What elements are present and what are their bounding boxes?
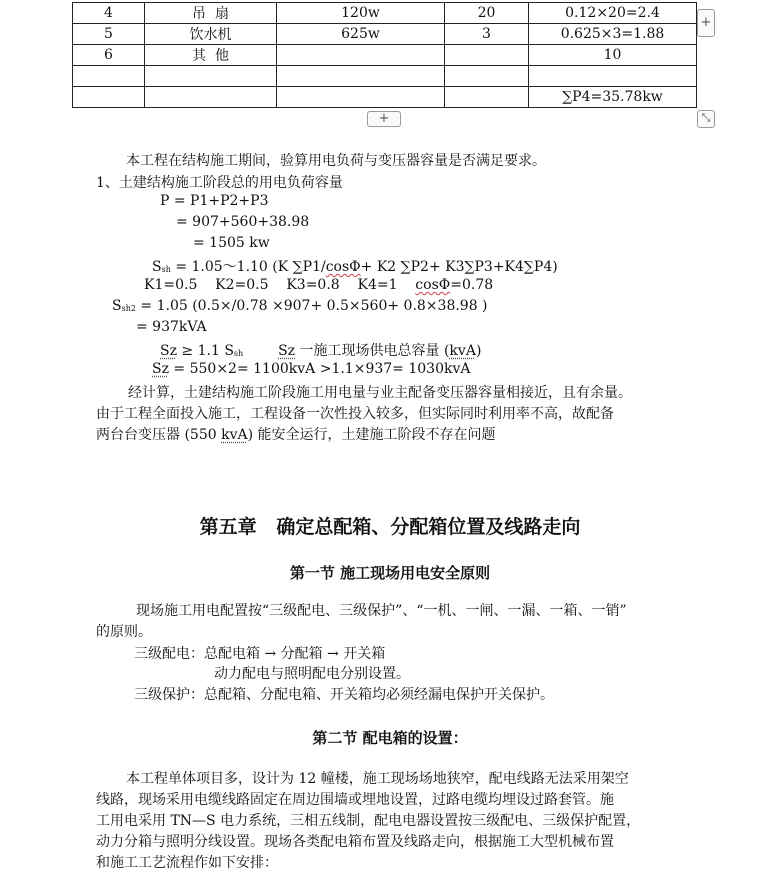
section-1-three-level-protection: 三级保护：总配箱、分配电箱、开关箱均必须经漏电保护开关保护。 xyxy=(134,687,554,703)
ssh2-result: = 937kVA xyxy=(136,319,207,335)
table-row xyxy=(73,3,697,24)
item-number-cell: 4 xyxy=(73,3,145,24)
quantity-cell: 20 xyxy=(445,3,529,24)
p-equation-line-1: P = P1+P2+P3 xyxy=(160,193,269,209)
p-equation-line-2: = 907+560+38.98 xyxy=(176,214,310,230)
section-1-title: 第一节 施工现场用电安全原则 xyxy=(289,564,491,582)
item-number-cell xyxy=(73,87,145,108)
load-table-body xyxy=(73,3,697,108)
table-row xyxy=(73,87,697,108)
load-table xyxy=(72,2,697,108)
section-2-title: 第二节 配电箱的设置： xyxy=(312,729,468,747)
conclusion-line-3: 两台台变压器 (550 kvA) 能安全运行，土建施工阶段不存在问题 xyxy=(96,427,496,443)
add-row-icon[interactable]: + xyxy=(367,111,401,127)
calc-intro: 本工程在结构施工期间，验算用电负荷与变压器容量是否满足要求。 xyxy=(126,153,546,169)
item-name-cell: 吊 扇 xyxy=(145,3,277,24)
table-resize-icon[interactable]: ⤡ xyxy=(697,110,715,128)
table-row xyxy=(73,66,697,87)
calculation-cell: 10 xyxy=(529,45,697,66)
item-number-cell: 6 xyxy=(73,45,145,66)
section-2-line-3: 工用电采用 TN—S 电力系统，三相五线制，配电电器设置按三级配电、三级保护配置， xyxy=(96,813,641,829)
ssh-formula: Ssh = 1.05～1.10 (K ∑P1/cosΦ+ K2 ∑P2+ K3∑P3+K4∑P4) xyxy=(152,259,558,275)
item-name-cell: 饮水机 xyxy=(145,24,277,45)
power-cell xyxy=(277,66,445,87)
section-1-separate-setting: 动力配电与照明配电分别设置。 xyxy=(214,666,410,682)
power-cell: 625w xyxy=(277,24,445,45)
section-2-line-1: 本工程单体项目多，设计为 12 幢楼，施工现场场地狭窄，配电线路无法采用架空 xyxy=(126,771,629,787)
add-column-icon[interactable]: + xyxy=(697,9,715,37)
calculation-cell: 0.625×3=1.88 xyxy=(529,24,697,45)
calc-item-1: 1、土建结构施工阶段总的用电负荷容量 xyxy=(96,175,343,191)
item-name-cell xyxy=(145,66,277,87)
chapter-title: 第五章 确定总配箱、分配箱位置及线路走向 xyxy=(199,516,581,538)
quantity-cell xyxy=(445,45,529,66)
item-name-cell: 其 他 xyxy=(145,45,277,66)
sz-condition: Sz ≥ 1.1 Ssh Sz 一施工现场供电总容量 (kvA) xyxy=(160,343,482,359)
section-2-line-5: 和施工工艺流程作如下安排： xyxy=(96,855,278,871)
item-name-cell xyxy=(145,87,277,108)
item-number-cell xyxy=(73,66,145,87)
calculation-cell: 0.12×20=2.4 xyxy=(529,3,697,24)
item-number-cell: 5 xyxy=(73,24,145,45)
conclusion-line-2: 由于工程全面投入施工，工程设备一次性投入较多，但实际同时利用率不高，故配备 xyxy=(96,406,614,422)
quantity-cell xyxy=(445,87,529,108)
section-1-para-1: 现场施工用电配置按“三级配电、三级保护”、“一机、一闸、一漏、一箱、一销” xyxy=(136,603,627,619)
k-coefficients: K1=0.5 K2=0.5 K3=0.8 K4=1 cosΦ=0.78 xyxy=(144,277,494,293)
calculation-cell xyxy=(529,66,697,87)
section-2-line-2: 线路，现场采用电缆线路固定在周边围墙或埋地设置，过路电缆均埋设过路套管。施 xyxy=(96,792,614,808)
power-cell xyxy=(277,45,445,66)
section-1-three-level-distribution: 三级配电：总配电箱 → 分配箱 → 开关箱 xyxy=(134,646,386,662)
calculation-cell: ∑P4=35.78kw xyxy=(529,87,697,108)
p-equation-line-3: = 1505 kw xyxy=(193,235,270,251)
table-row xyxy=(73,24,697,45)
power-cell xyxy=(277,87,445,108)
section-1-para-2: 的原则。 xyxy=(96,624,152,640)
section-2-line-4: 动力分箱与照明分线设置。现场各类配电箱布置及线路走向，根据施工大型机械布置 xyxy=(96,834,614,850)
quantity-cell: 3 xyxy=(445,24,529,45)
table-row xyxy=(73,45,697,66)
conclusion-line-1: 经计算，土建结构施工阶段施工用电量与业主配备变压器容量相接近，且有余量。 xyxy=(128,385,632,401)
ssh2-formula: Ssh2 = 1.05 (0.5×/0.78 ×907+ 0.5×560+ 0.8×38.98 ) xyxy=(112,298,488,314)
power-cell: 120w xyxy=(277,3,445,24)
quantity-cell xyxy=(445,66,529,87)
sz-result: Sz = 550×2= 1100kvA >1.1×937= 1030kvA xyxy=(152,361,471,377)
